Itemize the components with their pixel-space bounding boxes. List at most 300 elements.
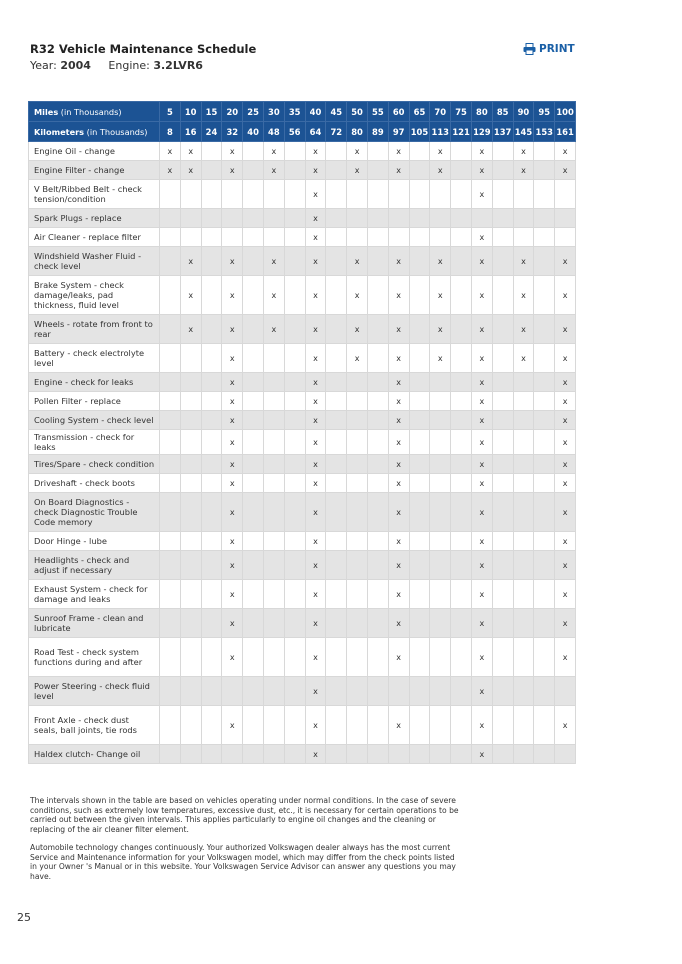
interval-cell: x — [471, 247, 492, 276]
interval-cell — [534, 180, 555, 209]
conditions-note: The intervals shown in the table are based on vehicles operating under normal conditions. In the case of severe conditions, such as extremely low temperatures, excessive dust, etc., it is necessary for certain operations to be carried out between the given intervals. This applies particularly to engine oil changes and the cleaning or replacing of the air cleaner filter element. — [30, 796, 459, 834]
interval-cell — [513, 209, 534, 228]
interval-cell — [451, 609, 472, 638]
interval-cell: x — [471, 551, 492, 580]
interval-cell: x — [388, 247, 409, 276]
interval-cell — [492, 344, 513, 373]
interval-cell — [326, 392, 347, 411]
interval-cell: x — [471, 373, 492, 392]
interval-cell: x — [180, 315, 201, 344]
interval-cell — [451, 142, 472, 161]
interval-cell — [409, 392, 430, 411]
interval-cell — [222, 209, 243, 228]
interval-cell — [451, 706, 472, 745]
interval-cell — [409, 228, 430, 247]
interval-cell: x — [305, 430, 326, 455]
interval-cell — [492, 392, 513, 411]
interval-cell — [388, 745, 409, 764]
interval-cell: x — [555, 344, 576, 373]
interval-cell — [367, 180, 388, 209]
interval-cell — [201, 638, 222, 677]
table-row — [29, 373, 576, 392]
km-header-cell: 56 — [284, 122, 305, 142]
interval-cell — [451, 411, 472, 430]
interval-cell — [388, 677, 409, 706]
interval-cell — [430, 551, 451, 580]
interval-cell — [513, 392, 534, 411]
interval-cell — [451, 745, 472, 764]
km-header-cell: 153 — [534, 122, 555, 142]
interval-cell — [160, 706, 181, 745]
miles-header-cell: 25 — [243, 102, 264, 122]
interval-cell: x — [555, 474, 576, 493]
interval-cell — [534, 638, 555, 677]
interval-cell — [326, 609, 347, 638]
km-header-row — [29, 122, 576, 142]
task-name: Brake System - check damage/leaks, pad thickness, fluid level — [29, 276, 160, 315]
interval-cell — [451, 315, 472, 344]
interval-cell: x — [471, 430, 492, 455]
interval-cell — [451, 209, 472, 228]
interval-cell: x — [471, 609, 492, 638]
interval-cell — [492, 580, 513, 609]
interval-cell — [243, 315, 264, 344]
interval-cell: x — [388, 609, 409, 638]
interval-cell — [367, 142, 388, 161]
interval-cell: x — [160, 161, 181, 180]
interval-cell — [326, 745, 347, 764]
interval-cell — [284, 580, 305, 609]
interval-cell — [243, 609, 264, 638]
table-row — [29, 276, 576, 315]
interval-cell — [534, 315, 555, 344]
interval-cell: x — [430, 276, 451, 315]
interval-cell — [180, 411, 201, 430]
interval-cell — [160, 745, 181, 764]
interval-cell — [347, 493, 368, 532]
miles-header-cell: 85 — [492, 102, 513, 122]
interval-cell — [367, 276, 388, 315]
interval-cell — [160, 580, 181, 609]
interval-cell — [326, 532, 347, 551]
interval-cell: x — [388, 455, 409, 474]
year-label: Year: — [30, 59, 57, 72]
interval-cell — [201, 276, 222, 315]
interval-cell: x — [222, 551, 243, 580]
interval-cell — [263, 706, 284, 745]
interval-cell — [201, 677, 222, 706]
interval-cell — [201, 228, 222, 247]
interval-cell: x — [263, 142, 284, 161]
interval-cell — [555, 745, 576, 764]
interval-cell — [201, 373, 222, 392]
interval-cell — [409, 411, 430, 430]
interval-cell — [367, 430, 388, 455]
interval-cell — [201, 247, 222, 276]
interval-cell: x — [388, 411, 409, 430]
interval-cell — [534, 706, 555, 745]
interval-cell — [367, 228, 388, 247]
interval-cell — [326, 161, 347, 180]
interval-cell — [409, 493, 430, 532]
interval-cell — [409, 551, 430, 580]
interval-cell — [409, 638, 430, 677]
interval-cell — [555, 209, 576, 228]
interval-cell — [430, 580, 451, 609]
interval-cell — [492, 609, 513, 638]
interval-cell: x — [347, 276, 368, 315]
interval-cell — [492, 474, 513, 493]
interval-cell — [534, 493, 555, 532]
interval-cell: x — [347, 247, 368, 276]
interval-cell — [201, 392, 222, 411]
interval-cell — [492, 677, 513, 706]
interval-cell — [513, 745, 534, 764]
interval-cell — [160, 228, 181, 247]
interval-cell — [180, 706, 201, 745]
engine-value: 3.2LVR6 — [153, 59, 203, 72]
interval-cell — [160, 493, 181, 532]
miles-header-cell: 90 — [513, 102, 534, 122]
table-row — [29, 180, 576, 209]
interval-cell — [263, 228, 284, 247]
interval-cell: x — [222, 247, 243, 276]
interval-cell — [430, 411, 451, 430]
interval-cell: x — [388, 161, 409, 180]
interval-cell — [326, 228, 347, 247]
interval-cell: x — [305, 609, 326, 638]
interval-cell — [326, 209, 347, 228]
interval-cell: x — [430, 142, 451, 161]
interval-cell — [180, 180, 201, 209]
interval-cell — [430, 677, 451, 706]
interval-cell — [451, 344, 472, 373]
interval-cell: x — [513, 247, 534, 276]
task-name: Battery - check electrolyte level — [29, 344, 160, 373]
interval-cell — [430, 180, 451, 209]
interval-cell: x — [471, 638, 492, 677]
interval-cell — [284, 276, 305, 315]
task-name: Headlights - check and adjust if necessary — [29, 551, 160, 580]
interval-cell — [409, 532, 430, 551]
interval-cell — [367, 677, 388, 706]
interval-cell — [534, 142, 555, 161]
interval-cell — [160, 677, 181, 706]
task-name: Engine Oil - change — [29, 142, 160, 161]
interval-cell — [180, 209, 201, 228]
miles-header-cell: 60 — [388, 102, 409, 122]
interval-cell — [284, 142, 305, 161]
interval-cell: x — [222, 392, 243, 411]
km-header-cell: 32 — [222, 122, 243, 142]
interval-cell — [513, 455, 534, 474]
interval-cell — [555, 677, 576, 706]
km-header-cell: 97 — [388, 122, 409, 142]
interval-cell — [451, 373, 472, 392]
interval-cell — [388, 228, 409, 247]
interval-cell — [160, 551, 181, 580]
interval-cell — [430, 228, 451, 247]
interval-cell — [534, 228, 555, 247]
interval-cell — [284, 315, 305, 344]
interval-cell — [243, 276, 264, 315]
interval-cell — [201, 745, 222, 764]
interval-cell — [534, 609, 555, 638]
interval-cell — [201, 315, 222, 344]
interval-cell — [263, 209, 284, 228]
interval-cell — [284, 493, 305, 532]
interval-cell — [243, 677, 264, 706]
interval-cell: x — [471, 276, 492, 315]
interval-cell: x — [471, 745, 492, 764]
task-name: Engine - check for leaks — [29, 373, 160, 392]
table-row — [29, 430, 576, 455]
interval-cell — [180, 745, 201, 764]
km-header-cell: 129 — [471, 122, 492, 142]
interval-cell: x — [263, 276, 284, 315]
interval-cell — [180, 373, 201, 392]
interval-cell — [284, 745, 305, 764]
interval-cell — [409, 142, 430, 161]
interval-cell — [160, 315, 181, 344]
interval-cell — [243, 142, 264, 161]
interval-cell — [347, 209, 368, 228]
task-name: Sunroof Frame - clean and lubricate — [29, 609, 160, 638]
interval-cell — [201, 142, 222, 161]
miles-header-cell: 70 — [430, 102, 451, 122]
interval-cell — [201, 161, 222, 180]
vehicle-info — [30, 59, 203, 72]
engine-label: Engine: — [108, 59, 150, 72]
interval-cell — [347, 532, 368, 551]
interval-cell: x — [471, 455, 492, 474]
interval-cell — [367, 373, 388, 392]
interval-cell — [326, 638, 347, 677]
interval-cell — [160, 247, 181, 276]
task-name: Spark Plugs - replace — [29, 209, 160, 228]
interval-cell: x — [263, 161, 284, 180]
interval-cell — [326, 455, 347, 474]
interval-cell — [430, 745, 451, 764]
miles-label: Miles — [34, 106, 59, 117]
interval-cell — [534, 209, 555, 228]
task-name: Road Test - check system functions during and after — [29, 638, 160, 677]
interval-cell — [451, 455, 472, 474]
interval-cell: x — [555, 532, 576, 551]
interval-cell: x — [555, 392, 576, 411]
task-name: Tires/Spare - check condition — [29, 455, 160, 474]
table-row — [29, 209, 576, 228]
interval-cell — [347, 228, 368, 247]
interval-cell — [409, 677, 430, 706]
interval-cell: x — [222, 638, 243, 677]
interval-cell — [492, 228, 513, 247]
interval-cell — [222, 180, 243, 209]
interval-cell — [263, 609, 284, 638]
table-row — [29, 745, 576, 764]
interval-cell — [180, 551, 201, 580]
km-header-cell: 8 — [160, 122, 181, 142]
interval-cell — [347, 551, 368, 580]
interval-cell: x — [388, 638, 409, 677]
interval-cell — [180, 638, 201, 677]
interval-cell — [347, 411, 368, 430]
interval-cell — [451, 677, 472, 706]
interval-cell — [326, 276, 347, 315]
interval-cell — [160, 430, 181, 455]
print-button[interactable] — [523, 43, 575, 55]
interval-cell: x — [222, 373, 243, 392]
km-unit: (in Thousands) — [84, 126, 148, 137]
interval-cell — [534, 745, 555, 764]
interval-cell — [367, 344, 388, 373]
interval-cell — [430, 392, 451, 411]
interval-cell — [367, 411, 388, 430]
interval-cell: x — [555, 430, 576, 455]
interval-cell — [513, 180, 534, 209]
task-name: Door Hinge - lube — [29, 532, 160, 551]
interval-cell — [347, 455, 368, 474]
interval-cell — [555, 228, 576, 247]
interval-cell — [492, 209, 513, 228]
interval-cell — [513, 609, 534, 638]
interval-cell — [492, 430, 513, 455]
interval-cell — [243, 638, 264, 677]
interval-cell — [160, 638, 181, 677]
km-header-cell: 137 — [492, 122, 513, 142]
interval-cell — [492, 706, 513, 745]
interval-cell: x — [471, 532, 492, 551]
interval-cell — [263, 474, 284, 493]
interval-cell: x — [305, 493, 326, 532]
interval-cell: x — [347, 344, 368, 373]
interval-cell: x — [222, 276, 243, 315]
interval-cell: x — [555, 411, 576, 430]
interval-cell — [284, 609, 305, 638]
interval-cell — [263, 580, 284, 609]
interval-cell: x — [555, 142, 576, 161]
interval-cell — [263, 638, 284, 677]
interval-cell: x — [305, 373, 326, 392]
interval-cell — [492, 638, 513, 677]
interval-cell — [367, 706, 388, 745]
interval-cell — [347, 580, 368, 609]
interval-cell — [347, 677, 368, 706]
table-row — [29, 411, 576, 430]
interval-cell — [243, 430, 264, 455]
km-header-cell: 48 — [263, 122, 284, 142]
km-header-cell: 161 — [555, 122, 576, 142]
interval-cell — [284, 677, 305, 706]
maintenance-table — [28, 101, 576, 764]
interval-cell — [347, 392, 368, 411]
interval-cell — [284, 411, 305, 430]
interval-cell — [492, 532, 513, 551]
interval-cell: x — [471, 344, 492, 373]
interval-cell — [534, 161, 555, 180]
interval-cell: x — [430, 161, 451, 180]
task-name: Transmission - check for leaks — [29, 430, 160, 455]
interval-cell — [201, 532, 222, 551]
interval-cell — [492, 180, 513, 209]
interval-cell — [263, 551, 284, 580]
interval-cell — [284, 532, 305, 551]
interval-cell: x — [555, 551, 576, 580]
interval-cell: x — [388, 276, 409, 315]
interval-cell — [326, 493, 347, 532]
interval-cell — [326, 551, 347, 580]
interval-cell: x — [222, 344, 243, 373]
interval-cell — [284, 392, 305, 411]
interval-cell: x — [305, 247, 326, 276]
interval-cell: x — [305, 392, 326, 411]
interval-cell: x — [263, 315, 284, 344]
interval-cell: x — [305, 706, 326, 745]
interval-cell: x — [222, 455, 243, 474]
interval-cell — [492, 315, 513, 344]
interval-cell — [513, 580, 534, 609]
interval-cell: x — [222, 161, 243, 180]
interval-cell: x — [305, 638, 326, 677]
interval-cell: x — [430, 315, 451, 344]
interval-cell: x — [388, 493, 409, 532]
interval-cell — [367, 474, 388, 493]
interval-cell: x — [471, 142, 492, 161]
interval-cell — [492, 247, 513, 276]
interval-cell — [388, 180, 409, 209]
interval-cell: x — [388, 532, 409, 551]
interval-cell: x — [388, 580, 409, 609]
interval-cell — [409, 609, 430, 638]
interval-cell — [160, 209, 181, 228]
task-name: On Board Diagnostics - check Diagnostic Trouble Code memory — [29, 493, 160, 532]
interval-cell — [534, 551, 555, 580]
interval-cell — [367, 161, 388, 180]
interval-cell — [347, 430, 368, 455]
interval-cell — [180, 455, 201, 474]
miles-header-cell: 15 — [201, 102, 222, 122]
interval-cell — [243, 474, 264, 493]
interval-cell — [451, 161, 472, 180]
interval-cell: x — [305, 677, 326, 706]
interval-cell — [492, 493, 513, 532]
interval-cell — [201, 411, 222, 430]
interval-cell — [263, 745, 284, 764]
interval-cell — [347, 745, 368, 764]
interval-cell: x — [555, 455, 576, 474]
km-header-cell: 145 — [513, 122, 534, 142]
task-name: Driveshaft - check boots — [29, 474, 160, 493]
interval-cell — [555, 180, 576, 209]
interval-cell: x — [222, 430, 243, 455]
interval-cell — [492, 373, 513, 392]
miles-header-cell: 50 — [347, 102, 368, 122]
interval-cell: x — [471, 677, 492, 706]
interval-cell: x — [388, 142, 409, 161]
interval-cell — [409, 474, 430, 493]
interval-cell: x — [471, 161, 492, 180]
interval-cell — [201, 430, 222, 455]
interval-cell — [513, 677, 534, 706]
interval-cell — [430, 706, 451, 745]
interval-cell — [243, 706, 264, 745]
interval-cell: x — [555, 638, 576, 677]
interval-cell — [326, 344, 347, 373]
km-header-cell: 72 — [326, 122, 347, 142]
interval-cell — [513, 532, 534, 551]
interval-cell — [451, 638, 472, 677]
interval-cell — [430, 209, 451, 228]
